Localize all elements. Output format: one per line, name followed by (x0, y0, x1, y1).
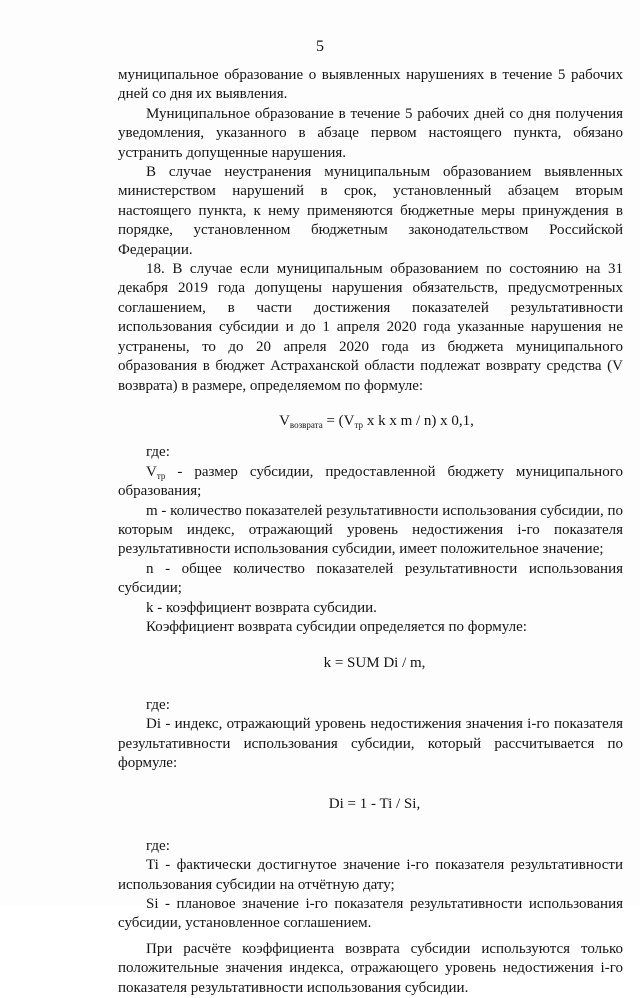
definition-ti: Ti - фактически достигнутое значение i-го показателя результативности использования субсидии на отчётную дату; (118, 857, 623, 893)
formula-equals-part: = (V (322, 412, 355, 429)
definition-vtr (118, 463, 623, 502)
formula-v-symbol: V (279, 412, 290, 429)
paragraph-notification: муниципальное образование о выявленных нарушениях в течение 5 рабочих дней со дня их выявления. (118, 67, 623, 103)
page-number: 5 (316, 38, 324, 55)
formula-v-return (118, 412, 623, 431)
where-label-3: где: (146, 837, 170, 854)
formula-k: k = SUM Di / m, (323, 655, 426, 672)
definition-m: m - количество показателей результативности использования субсидии, по которым индекс, отражающий уровень недостижения i-го показателя результативности использования субсидии, имеет положительное значение; (118, 502, 623, 558)
definition-n: n - общее количество показателей результативности использования субсидии; (118, 560, 623, 597)
where-label-2: где: (146, 696, 170, 713)
where-label-1: где: (146, 444, 170, 461)
paragraph-18: 18. В случае если муниципальным образованием по состоянию на 31 декабря 2019 года допущены нарушения обязательств, предусмотренных соглашением, в части достижения показателей результативности использования субсидии и до 1 апреля 2020 года указанные нарушения не устранены, то до 20 апреля 2020 года из бюджета муниципального образования в бюджет Астраханской области подлежат возврату средства (V возврата) в размере, определяемом по формуле: (118, 261, 623, 394)
final-paragraph: При расчёте коэффициента возврата субсидии используются только положительные значения индекса, отражающего уровень недостижения i-го показателя результативности использования субсидии. (118, 940, 623, 996)
paragraph-enforcement: В случае неустранения муниципальным образованием выявленных министерством нарушений в срок, установленный абзацем вторым настоящего пункта, к нему применяются бюджетные меры принуждения в порядке, установленном бюджетным законодательством Российской Федерации. (118, 164, 623, 258)
definition-vtr-symbol: V (146, 463, 157, 480)
definition-vtr-text: - размер субсидии, предоставленной бюджету муниципального образования; (118, 463, 623, 500)
formula-di: Di = 1 - Ti / Si, (328, 796, 421, 813)
paragraph-obligation: Муниципальное образование в течение 5 рабочих дней со дня получения уведомления, указанного в абзаце первом настоящего пункта, обязано устранить допущенные нарушения. (118, 105, 623, 161)
definition-vtr-subscript: тр (156, 470, 166, 481)
formula-vtr-subscript: тр (354, 419, 364, 430)
formula-rest: x k x m / n) x 0,1, (363, 412, 474, 429)
k-intro: Коэффициент возврата субсидии определяется по формуле: (146, 618, 527, 635)
definition-di: Di - индекс, отражающий уровень недостижения значения i-го показателя результативности использования субсидии, который рассчитывается по формуле: (118, 716, 623, 771)
document-body (118, 66, 623, 998)
formula-v-subscript: возврата (289, 419, 323, 430)
definition-k: k - коэффициент возврата субсидии. (146, 599, 377, 616)
definition-si: Si - плановое значение i-го показателя результативности использования субсидии, установленное соглашением. (118, 896, 623, 932)
